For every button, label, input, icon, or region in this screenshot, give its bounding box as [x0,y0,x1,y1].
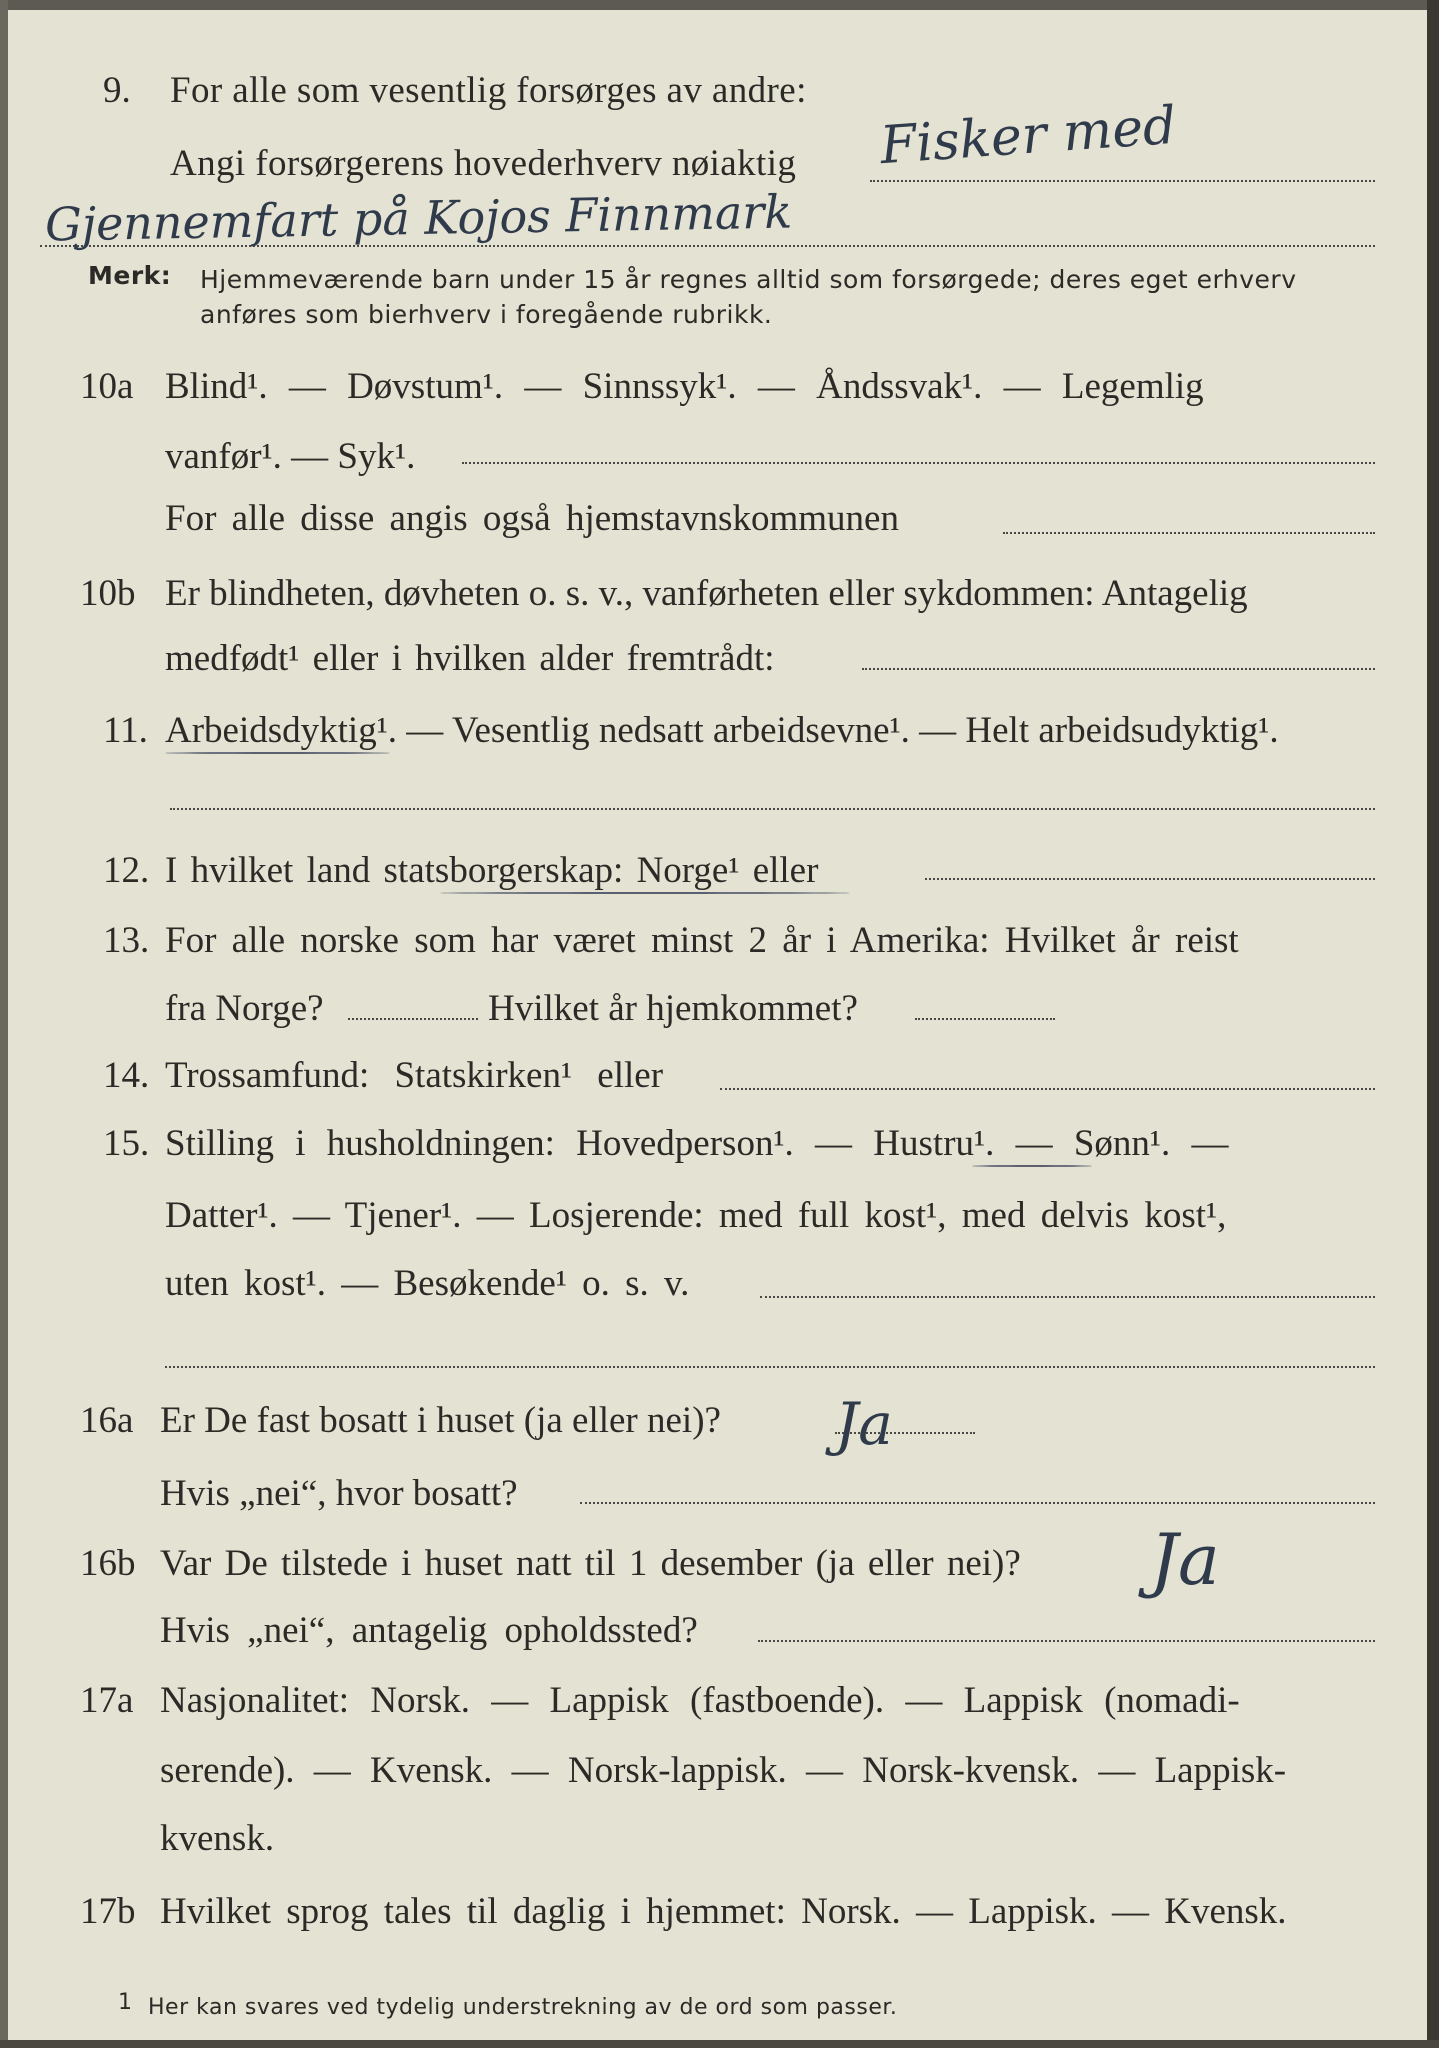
q14-line1: Trossamfund: Statskirken¹ eller [165,1055,664,1096]
q17a-line3: kvensk. [160,1818,275,1859]
q12-answer-line [925,878,1375,880]
q17b-number: 17b [80,1891,136,1932]
q15-number: 15. [103,1123,150,1164]
q11-line1: Arbeidsdyktig¹. — Vesentlig nedsatt arbeidsevne¹. — Helt arbeidsudyktig¹. [165,710,1279,751]
q16a-answer-line2 [580,1502,1375,1504]
q16a-line1: Er De fast bosatt i huset (ja eller nei)? [160,1400,721,1441]
q17b-line1: Hvilket sprog tales til daglig i hjemmet: Norsk. — Lappisk. — Kvensk. [160,1891,1287,1932]
q17a-line2: serende). — Kvensk. — Norsk-lappisk. — Norsk-kvensk. — Lappisk- [160,1750,1287,1791]
q16a-line2: Hvis „nei“, hvor bosatt? [160,1473,518,1514]
footnote-mark: 1 [118,1990,133,2015]
q13-number: 13. [103,920,150,961]
q9-number: 9. [103,70,131,111]
q14-number: 14. [103,1055,150,1096]
merk-line2: anføres som bierhverv i foregående rubrikk. [200,300,773,329]
q15-answer-underline [972,1165,1092,1167]
merk-line1: Hjemmeværende barn under 15 år regnes alltid som forsørgede; deres eget erhverv [200,265,1297,294]
q11-number: 11. [103,710,148,751]
q17a-number: 17a [80,1680,134,1721]
q10a-number: 10a [80,366,134,407]
q16b-handwritten-answer: Ja [1150,1519,1220,1601]
q15-answer-line1 [760,1296,1375,1298]
q10a-line2: vanfør¹. — Syk¹. [165,436,416,477]
q16b-number: 16b [80,1543,136,1584]
q10a-line3: For alle disse angis også hjemstavnskommunen [165,498,899,539]
q11-answer-line [170,808,1375,810]
q17a-line1: Nasjonalitet: Norsk. — Lappisk (fastboende). — Lappisk (nomadi- [160,1680,1240,1721]
q13-line2a: fra Norge? [165,988,324,1029]
q9-answer-line1 [870,180,1375,182]
page-edge-right [1427,0,1439,2048]
q16b-line1: Var De tilstede i huset natt til 1 desember (ja eller nei)? [160,1543,1021,1584]
footnote-text: Her kan svares ved tydelig understrekning av de ord som passer. [148,1995,898,2020]
q10b-answer-line [862,668,1375,670]
q10b-line2: medfødt¹ eller i hvilken alder fremtrådt: [165,638,775,679]
q10b-line1: Er blindheten, døvheten o. s. v., vanførheten eller sykdommen: Antagelig [165,573,1248,614]
q12-number: 12. [103,850,150,891]
q13-line2b: Hvilket år hjemkommet? [488,988,858,1029]
q15-answer-line2 [165,1366,1375,1368]
q15-line1: Stilling i husholdningen: Hovedperson¹. — Hustru¹. — Sønn¹. — [165,1123,1229,1164]
page-edge-bottom [0,2040,1439,2048]
q9-line2: Angi forsørgerens hovederhverv nøiaktig [170,143,797,184]
q14-answer-line [720,1088,1375,1090]
q10a-answer-line1 [462,462,1375,464]
q9-line1: For alle som vesentlig forsørges av andre: [170,70,807,111]
merk-label: Merk: [88,261,172,290]
q15-line3: uten kost¹. — Besøkende¹ o. s. v. [165,1263,690,1304]
q15-line2: Datter¹. — Tjener¹. — Losjerende: med full kost¹, med delvis kost¹, [165,1195,1227,1236]
q16a-number: 16a [80,1400,134,1441]
q12-answer-underline [440,892,850,894]
q13-answer-line2 [915,1018,1055,1020]
page-edge-top [0,0,1439,10]
q11-answer-underline [165,752,390,754]
q13-line1: For alle norske som har været minst 2 år i Amerika: Hvilket år reist [165,920,1239,961]
q12-line1: I hvilket land statsborgerskap: Norge¹ eller [165,850,819,891]
q10a-answer-line2 [1003,532,1375,534]
q10a-line1: Blind¹. — Døvstum¹. — Sinnssyk¹. — Åndssvak¹. — Legemlig [165,366,1204,407]
q10b-number: 10b [80,573,136,614]
q16b-line2: Hvis „nei“, antagelig opholdssted? [160,1610,698,1651]
q9-handwritten-answer2: Gjennemfart på Kojos Finnmark [44,184,793,252]
q16b-answer-line [758,1640,1375,1642]
q16a-handwritten-answer: Ja [835,1390,893,1458]
page-edge-left [0,0,8,2048]
q13-answer-line1 [348,1018,478,1020]
q9-handwritten-answer1: Fisker med [878,95,1179,177]
